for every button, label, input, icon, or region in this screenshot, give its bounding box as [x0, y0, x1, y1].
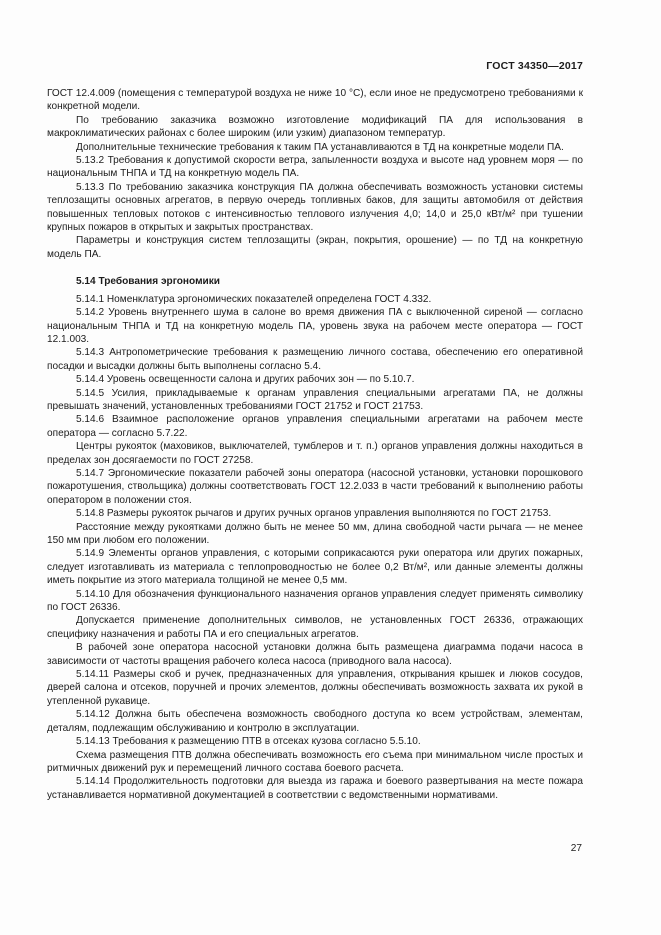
paragraph: 5.14.11 Размеры скоб и ручек, предназначенных для управления, открывания крышек и люков сосудов, дверей салона и отсеков, поручней и прочих элементов, должны обеспечивать возможность захвата их рукой в утепленной рукавице.: [47, 669, 583, 707]
paragraph: Параметры и конструкция систем теплозащиты (экран, покрытия, орошение) — по ТД на конкретную модель ПА.: [47, 235, 583, 260]
paragraph: Допускается применение дополнительных символов, не установленных ГОСТ 26336, отражающих специфику назначения и работы ПА и его специальных агрегатов.: [47, 615, 583, 640]
paragraph: 5.14.12 Должна быть обеспечена возможность свободного доступа ко всем устройствам, элементам, деталям, подлежащим обслуживанию и контролю в эксплуатации.: [47, 709, 583, 734]
document-body: [47, 87, 583, 802]
paragraph: Расстояние между рукоятками должно быть не менее 50 мм, длина свободной части рычага — не менее 150 мм при любом его положении.: [47, 521, 583, 546]
paragraph: 5.14.2 Уровень внутреннего шума в салоне во время движения ПА с выключенной сиреной — согласно национальным ТНПА и ТД на конкретную модель ПА, уровень звука на рабочем месте оператора — ГОСТ 12.1.003.: [47, 307, 583, 345]
document-standard-number: ГОСТ 34350—2017: [486, 60, 583, 72]
paragraph: 5.14.9 Элементы органов управления, с которыми соприкасаются руки оператора или других пожарных, следует изготавливать из материала с теплопроводностью не более 0,2 Вт/м², или данные элементы должны иметь покрытие из этого материала толщиной не менее 0,5 мм.: [47, 548, 583, 587]
paragraph: Дополнительные технические требования к таким ПА устанавливаются в ТД на конкретные модели ПА.: [76, 141, 564, 153]
paragraph: 5.14.7 Эргономические показатели рабочей зоны оператора (насосной установки, установки порошкового пожаротушения, ствольщика) должны соответствовать ГОСТ 12.2.033 в части требований к выполнению работы оператором в положении стоя.: [47, 467, 583, 506]
paragraph: ГОСТ 12.4.009 (помещения с температурой воздуха не ниже 10 °С), если иное не предусмотрено требованиями к конкретной модели.: [47, 88, 583, 113]
section-heading: 5.14 Требования эргономики: [76, 276, 220, 288]
paragraph: Схема размещения ПТВ должна обеспечивать возможность его съема при минимальном числе простых и ритмичных движений рук и перемещений личного состава боевого расчета.: [47, 749, 583, 774]
paragraph: 5.14.10 Для обозначения функционального назначения органов управления следует применять символику по ГОСТ 26336.: [47, 588, 583, 614]
paragraph: По требованию заказчика возможно изготовление модификаций ПА для использования в макроклиматических районах с более широким (или узким) диапазоном температур.: [47, 114, 583, 140]
paragraph: Центры рукояток (маховиков, выключателей, тумблеров и т. п.) органов управления должны находиться в пределах зон досягаемости по ГОСТ 27258.: [47, 441, 583, 466]
paragraph: 5.14.1 Номенклатура эргономических показателей определена ГОСТ 4.332.: [76, 293, 432, 305]
paragraph: 5.14.14 Продолжительность подготовки для выезда из гаража и боевого развертывания на месте пожара устанавливается нормативной документацией в соответствии с ведомственными нормативами.: [47, 776, 583, 801]
paragraph: 5.13.2 Требования к допустимой скорости ветра, запыленности воздуха и высоте над уровнем моря — по национальным ТНПА и ТД на конкретную модель ПА.: [47, 155, 583, 180]
paragraph: 5.14.8 Размеры рукояток рычагов и других ручных органов управления выполняются по ГОСТ 21753.: [76, 508, 552, 520]
paragraph: 5.14.5 Усилия, прикладываемые к органам управления специальными агрегатами ПА, не должны превышать значений, установленных требованиями ГОСТ 21752 и ГОСТ 21753.: [47, 387, 583, 412]
page-number: 27: [570, 843, 582, 854]
paragraph: 5.13.3 По требованию заказчика конструкция ПА должна обеспечивать возможность установки системы теплозащиты основных агрегатов, в первую очередь топливных баков, для защиты автомобиля от действия повышенных тепловых потоков с интенсивностью теплового излучения 4,0; 14,0 и 25,0 кВт/м² при тушении крупных пожаров в открытых и закрытых пространствах.: [47, 181, 583, 234]
paragraph: 5.14.6 Взаимное расположение органов управления специальными агрегатами на рабочем месте оператора — согласно 5.7.22.: [47, 414, 583, 439]
paragraph: 5.14.3 Антропометрические требования к размещению личного состава, обеспечению его оперативной посадки и высадки должны быть выполнены согласно 5.4.: [47, 347, 583, 372]
paragraph: В рабочей зоне оператора насосной установки должна быть размещена диаграмма подачи насоса в зависимости от частоты вращения рабочего колеса насоса (приводного вала насоса).: [47, 642, 583, 667]
paragraph: 5.14.4 Уровень освещенности салона и других рабочих зон — по 5.10.7.: [76, 374, 415, 386]
paragraph: 5.14.13 Требования к размещению ПТВ в отсеках кузова согласно 5.5.10.: [76, 736, 421, 748]
